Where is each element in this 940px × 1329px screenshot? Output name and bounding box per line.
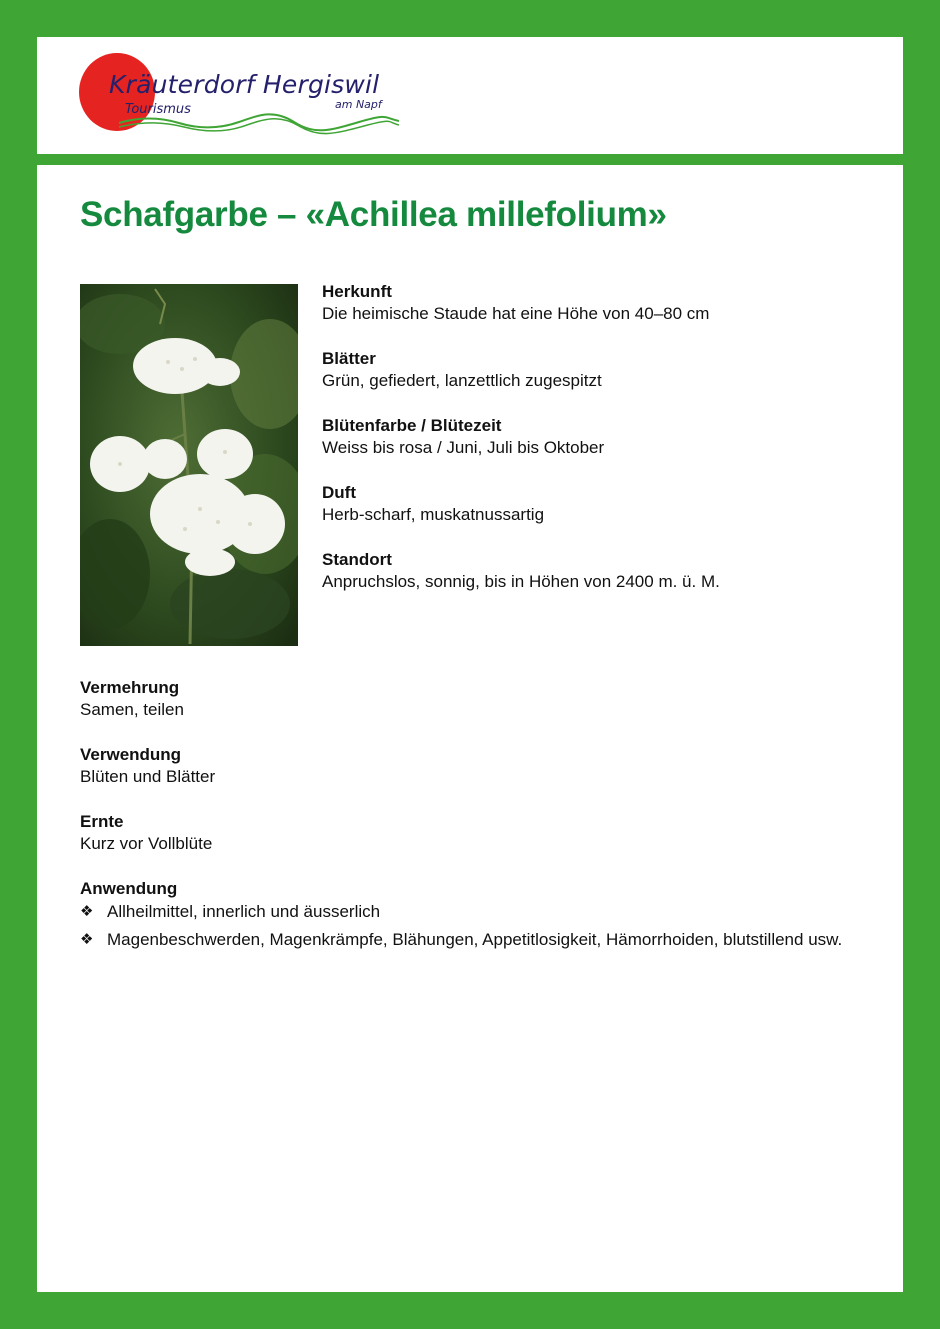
- hills-wave-icon: [119, 109, 399, 139]
- fact-item: [322, 482, 882, 526]
- detail-label: Ernte: [80, 812, 124, 831]
- detail-item: [80, 744, 860, 788]
- usage-item-text: Allheilmittel, innerlich und äusserlich: [107, 902, 381, 921]
- detail-value: Samen, teilen: [80, 700, 184, 719]
- detail-list: [80, 677, 860, 974]
- usage-list: [80, 900, 860, 951]
- fact-value: Die heimische Staude hat eine Höhe von 40–80 cm: [322, 304, 710, 323]
- fact-value: Herb-scharf, muskatnussartig: [322, 505, 545, 524]
- fact-item: [322, 281, 882, 325]
- diamond-bullet-icon: ❖: [80, 902, 94, 920]
- detail-label: Verwendung: [80, 745, 182, 764]
- detail-label: Vermehrung: [80, 678, 180, 697]
- fact-item: [322, 348, 882, 392]
- logo-main-text: Kräuterdorf Hergiswil: [109, 70, 380, 99]
- usage-item-text: Magenbeschwerden, Magenkrämpfe, Blähungen, Appetitlosigkeit, Hämorrhoiden, blutstillend usw.: [107, 930, 843, 949]
- fact-label: Herkunft: [322, 282, 392, 301]
- fact-value: Anpruchslos, sonnig, bis in Höhen von 2400 m. ü. M.: [322, 572, 720, 591]
- fact-item: [322, 415, 882, 459]
- fact-label: Blätter: [322, 349, 376, 368]
- detail-item: [80, 677, 860, 721]
- content-card: [37, 165, 903, 1292]
- fact-list: [322, 281, 882, 616]
- page-title: Schafgarbe – «Achillea millefolium»: [80, 195, 667, 234]
- fact-label: Blütenfarbe / Blütezeit: [322, 416, 502, 435]
- usage-label: Anwendung: [80, 879, 178, 898]
- logo: [79, 51, 399, 141]
- header-card: [37, 37, 903, 154]
- fact-value: Weiss bis rosa / Juni, Juli bis Oktober: [322, 438, 605, 457]
- detail-value: Kurz vor Vollblüte: [80, 834, 213, 853]
- fact-label: Duft: [322, 483, 356, 502]
- diamond-bullet-icon: ❖: [80, 930, 94, 948]
- list-item: [80, 928, 860, 951]
- fact-label: Standort: [322, 550, 392, 569]
- logo-tag-text: am Napf: [335, 98, 382, 111]
- fact-value: Grün, gefiedert, lanzettlich zugespitzt: [322, 371, 602, 390]
- list-item: [80, 900, 860, 923]
- usage-section: [80, 878, 860, 951]
- logo-sub-text: Tourismus: [125, 102, 191, 117]
- detail-item: [80, 811, 860, 855]
- detail-value: Blüten und Blätter: [80, 767, 216, 786]
- fact-item: [322, 549, 882, 593]
- yarrow-photo: [80, 284, 298, 646]
